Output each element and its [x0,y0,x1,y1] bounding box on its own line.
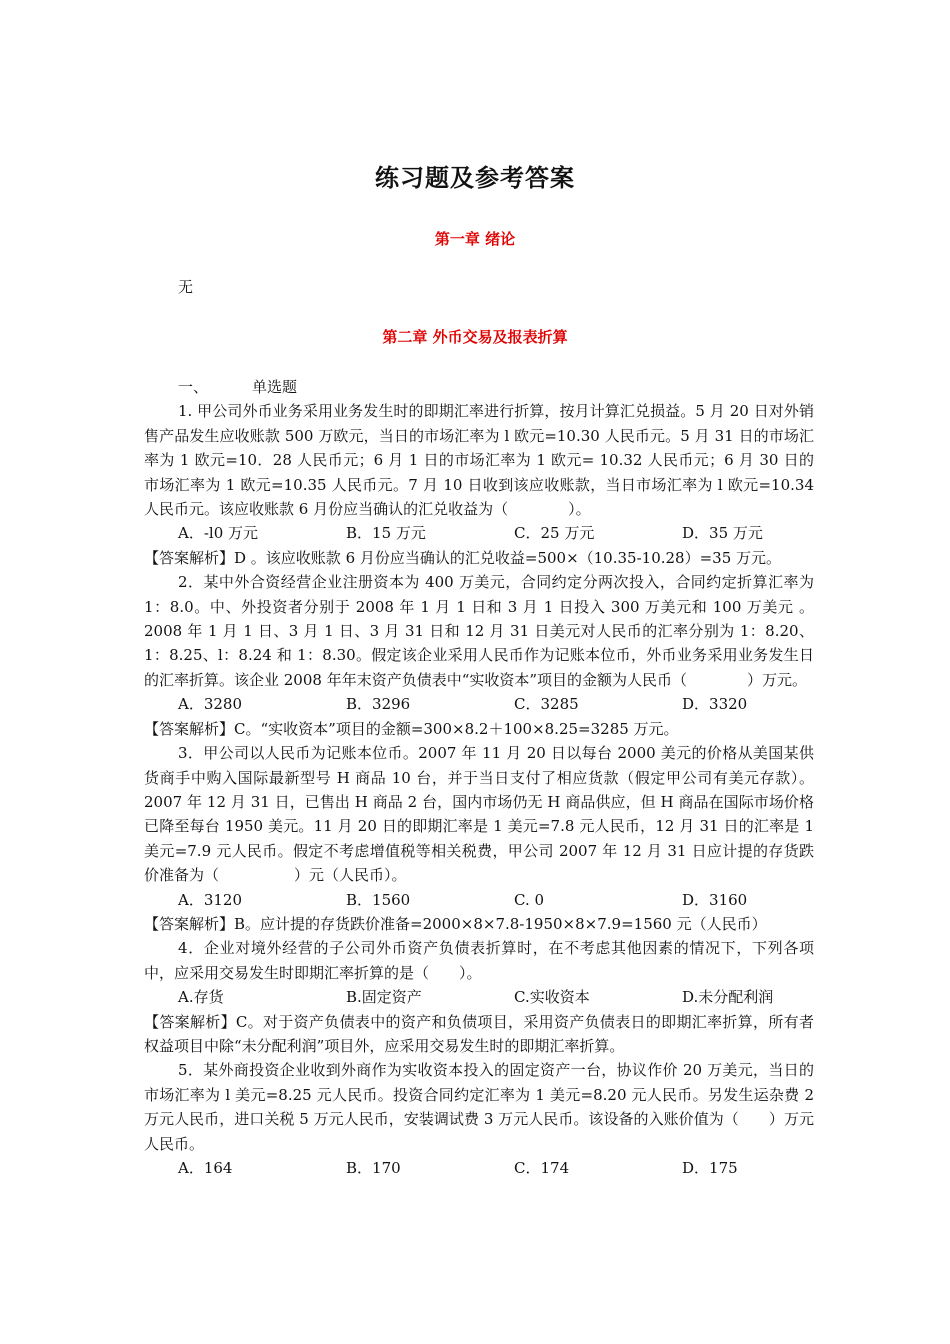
option-b: B．170 [346,1159,401,1177]
question-4-options [144,985,814,1009]
question-1-answer: 【答案解析】D 。该应收账款 6 月份应当确认的汇兑收益=500×（10.35-10.28）=35 万元。 [144,548,782,567]
document-title: 练习题及参考答案 [375,164,575,192]
chapter-2-body [144,375,814,1180]
chapter-2-heading: 第二章 外币交易及报表折算 [382,328,568,346]
option-b: B．3296 [346,695,411,714]
question-2: 2．某中外合资经营企业注册资本为 400 万美元，合同约定分两次投入，合同约定折算汇率为 1：8.0。中、外投资者分别于 2008 年 1 月 1 日和 3 月 1 日投入 300 万美元和 100 万美元 。2008 年 1 月 1 日、3 月 1 日、3 月 31 日和 12 月 31 日美元对人民币的汇率分别为 1：8.20、1：8.25、l：8.24 和 1：8.30。假定该企业采用人民币作为记账本位币，外币业务采用业务发生日的汇率折算。该企业 2008 年年末资产负债表中“实收资本”项目的金额为人民币（ ）万元。 [144,573,814,689]
option-d: D.未分配利润 [682,988,774,1007]
question-4: 4．企业对境外经营的子公司外币资产负债表折算时，在不考虑其他因素的情况下，下列各项中，应采用交易发生时即期汇率折算的是（ ）。 [144,939,814,982]
option-d: D．3160 [682,890,748,909]
option-c: C.实收资本 [514,988,590,1007]
section-label: 单选题 [252,378,298,396]
chapter-1-heading: 第一章 绪论 [434,230,516,248]
question-2-answer: 【答案解析】C。“实收资本”项目的金额=300×8.2＋100×8.25=3285 万元。 [144,719,679,738]
question-3-options [144,888,814,912]
option-c: C．3285 [514,695,579,714]
question-3-answer: 【答案解析】B。应计提的存货跌价准备=2000×8×7.8-1950×8×7.9=1560 元（人民币） [144,914,767,933]
option-a: A．-l0 万元 [178,524,259,543]
question-2-options [144,692,814,716]
question-1-options [144,521,814,545]
option-a: A．3280 [178,695,243,714]
option-b: B.固定资产 [346,988,422,1007]
option-d: D．3320 [682,695,748,714]
question-4-answer: 【答案解析】C。对于资产负债表中的资产和负债项目，采用资产负债表日的即期汇率折算，所有者权益项目中除“未分配利润”项目外，应采用交易发生时的即期汇率折算。 [144,1012,814,1055]
option-a: A.存货 [178,988,224,1007]
chapter-1-content: 无 [178,278,194,296]
question-1: 1. 甲公司外币业务采用业务发生时的即期汇率进行折算，按月计算汇兑损益。5 月 20 日对外销售产品发生应收账款 500 万欧元，当日的市场汇率为 l 欧元=10.30 人民币元。5 月 31 日的市场汇率为 1 欧元=10．28 人民币元；6 月 1 日的市场汇率为 1 欧元= 10.32 人民币元；6 月 30 日的市场汇率为 1 欧元=10.35 人民币元。7 月 10 日收到该应收账款，当日市场汇率为 l 欧元=10.34 人民币元。该应收账款 6 月份应当确认的汇兑收益为（ ）。 [144,402,814,519]
section-number: 一、 [178,378,209,396]
option-b: B．1560 [346,890,411,909]
option-c: C．25 万元 [514,524,595,543]
question-5: 5．某外商投资企业收到外商作为实收资本投入的固定资产一台，协议作价 20 万美元，当日的市场汇率为 l 美元=8.25 元人民币。投资合同约定汇率为 1 美元=8.20 元人民币。另发生运杂费 2 万元人民币，进口关税 5 万元人民币，安装调试费 3 万元人民币。该设备的入账价值为（ ）万元人民币。 [144,1061,814,1153]
option-d: D．175 [682,1159,738,1177]
option-a: A．3120 [178,890,243,909]
option-b: B．15 万元 [346,524,426,543]
question-5-options [144,1156,814,1180]
option-d: D．35 万元 [682,524,763,543]
option-c: C. 0 [514,890,545,909]
question-3: 3．甲公司以人民币为记账本位币。2007 年 11 月 20 日以每台 2000 美元的价格从美国某供货商手中购入国际最新型号 H 商品 10 台，并于当日支付了相应货款（假定甲公司有美元存款）。2007 年 12 月 31 日，已售出 H 商品 2 台，国内市场仍无 H 商品供应，但 H 商品在国际市场价格已降至每台 1950 美元。11 月 20 日的即期汇率是 1 美元=7.8 元人民币，12 月 31 日的汇率是 1 美元=7.9 元人民币。假定不考虑增值税等相关税费，甲公司 2007 年 12 月 31 日应计提的存货跌价准备为（ ）元（人民币）。 [144,744,814,885]
option-a: A．164 [178,1159,233,1177]
section-heading [144,375,814,399]
option-c: C．174 [514,1159,570,1177]
